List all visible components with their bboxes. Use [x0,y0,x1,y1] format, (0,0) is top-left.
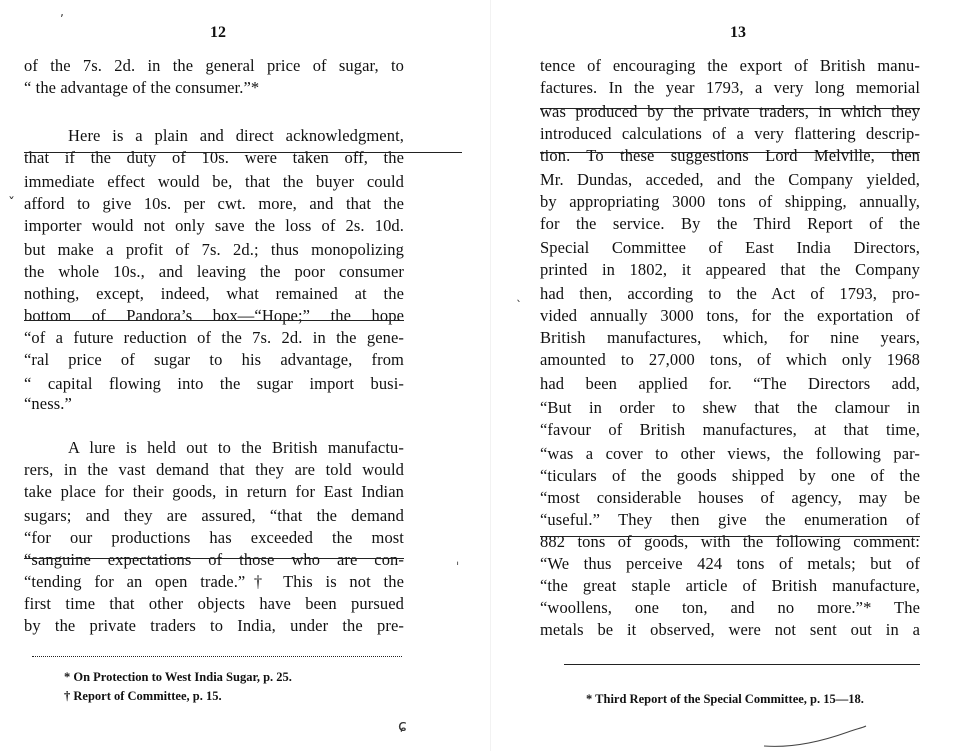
strike-rule [540,536,920,537]
footnote-rule [32,656,402,657]
ink-mark: ˇ [8,196,15,212]
text-line: “favour of British manufactures, at that time, [540,420,920,439]
text-line: by appropriating 3000 tons of shipping, annually, [540,192,920,211]
text-line: “ness.” [24,394,72,413]
strike-rule [24,152,462,153]
text-line: “for our productions has exceeded the most [24,528,404,547]
text-line: “most considerable houses of agency, may be [540,488,920,507]
text-line: “useful.” They then give the enumeration of [540,510,920,529]
text-line: tion. To these suggestions Lord Melville, then [540,146,920,165]
text-line: 882 tons of goods, with the following comment: [540,532,920,551]
left-page [24,0,464,751]
ink-mark: ɕ [398,716,407,735]
text-line: but make a profit of 7s. 2d.; thus monopolizing [24,240,404,259]
text-line: Special Committee of East India Directors, [540,238,920,257]
text-line: “ capital flowing into the sugar import busi- [24,374,404,393]
text-line: bottom of Pandora’s box—“Hope;” the hope [24,306,404,325]
text-line: for the service. By the Third Report of the [540,214,920,233]
ink-mark: ˎ [516,288,522,302]
text-line: introduced calculations of a very flattering descrip- [540,124,920,143]
text-line: British manufactures, which, for nine years, [540,328,920,347]
text-line: immediate effect would be, that the buyer could [24,172,404,191]
page-number: 12 [210,24,226,41]
text-line: by the private traders to India, under the pre- [24,616,404,635]
right-page [540,0,940,751]
strike-rule [540,108,920,109]
text-line: amounted to 27,000 tons, of which only 1968 [540,350,920,369]
text-line: “woollens, one ton, and no more.”* The [540,598,920,617]
text-line: “tending for an open trade.”† This is not the [24,572,404,591]
text-line: was produced by the private traders, in which they [540,102,920,121]
page-gutter [490,0,491,751]
strike-rule [24,558,404,559]
text-line: “ticulars of the goods shipped by one of the [540,466,920,485]
strike-rule [540,152,920,153]
text-line: Here is a plain and direct acknowledgment, [68,126,404,145]
text-line: printed in 1802, it appeared that the Company [540,260,920,279]
footnote: * On Protection to West India Sugar, p. 25. [64,670,292,684]
ink-mark: ʼ [60,12,64,26]
text-line: vided annually 3000 tons, for the exportation of [540,306,920,325]
text-line: “But in order to shew that the clamour in [540,398,920,417]
text-line: A lure is held out to the British manufactu- [68,438,404,457]
page-number: 13 [730,24,746,41]
text-line: factures. In the year 1793, a very long memorial [540,78,920,97]
ink-mark: ˈ [456,560,460,574]
text-line: the whole 10s., and leaving the poor consumer [24,262,404,281]
text-line: sugars; and they are assured, “that the demand [24,506,404,525]
footnote: † Report of Committee, p. 15. [64,689,222,703]
text-line: had then, according to the Act of 1793, pro- [540,284,920,303]
text-line: “the great staple article of British manufacture, [540,576,920,595]
text-line: that if the duty of 10s. were taken off, the [24,148,404,167]
text-line: “was a cover to other views, the following par- [540,444,920,463]
text-line: take place for their goods, in return for East Indian [24,482,404,501]
text-line: nothing, except, indeed, what remained at the [24,284,404,303]
footnote: * Third Report of the Special Committee, p. 15—18. [586,692,864,706]
text-line: of the 7s. 2d. in the general price of sugar, to [24,56,404,75]
text-line: tence of encouraging the export of British manu- [540,56,920,75]
text-line: “We thus perceive 424 tons of metals; but of [540,554,920,573]
text-line: Mr. Dundas, acceded, and the Company yielded, [540,170,920,189]
text-line: had been applied for. “The Directors add, [540,374,920,393]
text-line: metals be it observed, were not sent out in a [540,620,920,639]
text-line: first time that other objects have been pursued [24,594,404,613]
text-line: importer would not only save the loss of 2s. 10d. [24,216,404,235]
text-line: afford to give 10s. per cwt. more, and that the [24,194,404,213]
strike-rule [24,320,404,321]
text-line: “of a future reduction of the 7s. 2d. in the gene- [24,328,404,347]
footnote-rule [564,664,920,665]
text-line: “ the advantage of the consumer.”* [24,78,260,97]
text-line: “ral price of sugar to his advantage, from [24,350,404,369]
text-line: rers, in the vast demand that they are told would [24,460,404,479]
text-line: “sanguine expectations of those who are con- [24,550,404,569]
